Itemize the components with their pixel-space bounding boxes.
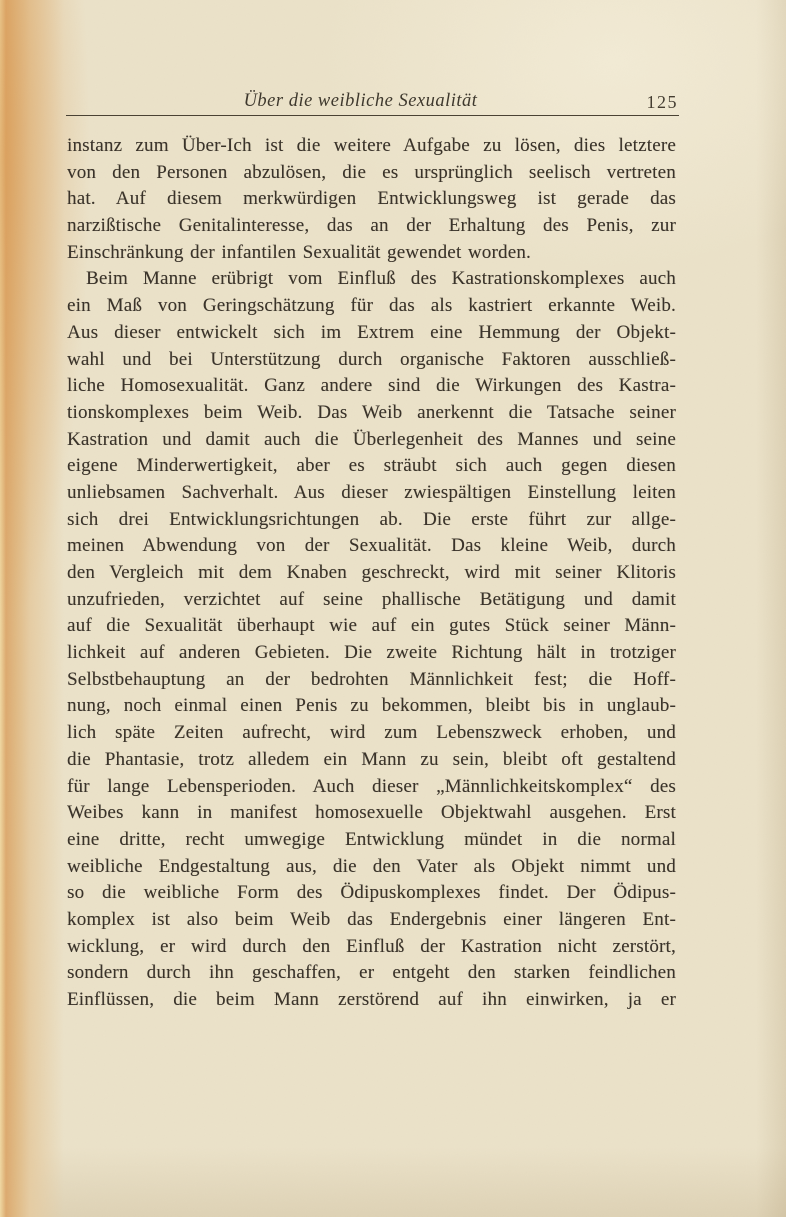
running-header [67, 91, 678, 113]
text-line: wahl und bei Unterstützung durch organische Faktoren ausschließ- [67, 348, 676, 370]
text-line: hat. Auf diesem merkwürdigen Entwicklungsweg ist gerade das [67, 188, 676, 210]
text-line: eigene Minderwertigkeit, aber es sträubt sich auch gegen diesen [67, 455, 676, 477]
text-line: Selbstbehauptung an der bedrohten Männlichkeit fest; die Hoff- [67, 668, 676, 690]
text-line: Einflüssen, die beim Mann zerstörend auf ihn einwirken, ja er [67, 989, 676, 1010]
text-line: Kastration und damit auch die Überlegenheit des Mannes und seine [67, 428, 676, 450]
paragraph [67, 266, 676, 1013]
text-line: narzißtische Genitalinteresse, das an der Erhaltung des Penis, zur [67, 215, 676, 237]
text-line: lichkeit auf anderen Gebieten. Die zweite Richtung hält in trotziger [67, 642, 676, 664]
text-line: eine dritte, recht umwegige Entwicklung mündet in die normal [67, 828, 676, 850]
body-text [67, 133, 676, 1014]
text-line: nung, noch einmal einen Penis zu bekommen, bleibt bis in unglaub- [67, 695, 676, 717]
text-line: die Phantasie, trotz alledem ein Mann zu sein, bleibt oft gestaltend [67, 748, 676, 770]
text-line: weibliche Endgestaltung aus, die den Vater als Objekt nimmt und [67, 855, 676, 877]
header-rule [66, 115, 679, 116]
text-line: Aus dieser entwickelt sich im Extrem eine Hemmung der Objekt- [67, 321, 676, 343]
paragraph [67, 133, 676, 266]
text-line: tionskomplexes beim Weib. Das Weib anerkennt die Tatsache seiner [67, 401, 676, 423]
text-line: instanz zum Über-Ich ist die weitere Aufgabe zu lösen, dies letztere [67, 135, 676, 156]
text-line: den Vergleich mit dem Knaben geschreckt, wird mit seiner Klitoris [67, 562, 676, 583]
text-line: lich späte Zeiten aufrecht, wird zum Lebenszweck erhoben, und [67, 722, 676, 744]
text-line: von den Personen abzulösen, die es ursprünglich seelisch vertreten [67, 161, 676, 183]
text-line: wicklung, er wird durch den Einfluß der Kastration nicht zerstört, [67, 935, 676, 957]
text-line: Einschränkung der infantilen Sexualität gewendet worden. [67, 241, 532, 263]
text-line: sondern durch ihn geschaffen, er entgeht den starken feindlichen [67, 962, 676, 984]
text-line: unzufrieden, verzichtet auf seine phallische Betätigung und damit [67, 588, 676, 610]
text-line: sich drei Entwicklungsrichtungen ab. Die erste führt zur allge- [67, 508, 676, 530]
text-line: Weibes kann in manifest homosexuelle Objektwahl ausgehen. Erst [67, 802, 676, 824]
text-line: ein Maß von Geringschätzung für das als kastriert erkannte Weib. [67, 295, 676, 317]
text-line: liche Homosexualität. Ganz andere sind die Wirkungen des Kastra- [67, 375, 676, 397]
running-title: Über die weibliche Sexualität [243, 91, 478, 111]
text-line: Beim Manne erübrigt vom Einfluß des Kastrationskomplexes auch [86, 268, 676, 290]
text-line: für lange Lebensperioden. Auch dieser „Männlichkeitskomplex“ des [67, 775, 676, 797]
text-line: auf die Sexualität überhaupt wie auf ein gutes Stück seiner Männ- [67, 615, 676, 637]
text-line: komplex ist also beim Weib das Endergebnis einer längeren Ent- [67, 908, 676, 930]
text-line: so die weibliche Form des Ödipuskomplexes findet. Der Ödipus- [67, 882, 676, 904]
page-number: 125 [646, 92, 678, 112]
text-line: meinen Abwendung von der Sexualität. Das kleine Weib, durch [67, 535, 676, 557]
text-line: unliebsamen Sachverhalt. Aus dieser zwiespältigen Einstellung leiten [67, 481, 676, 503]
